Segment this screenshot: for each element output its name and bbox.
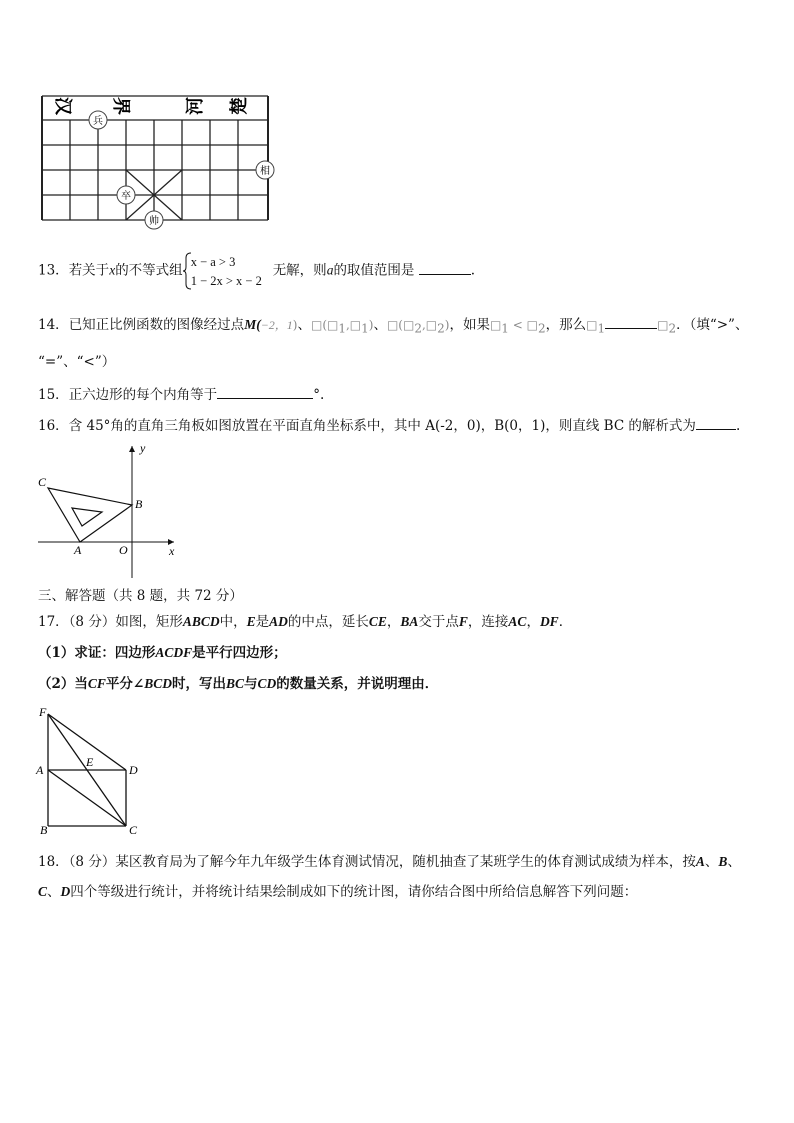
q17-rectangle-svg [34,704,146,838]
label-F: F [39,705,47,719]
piece-xiang [256,161,274,179]
q17-number: 17． [38,614,69,630]
inequality-2: 1 − 2x > x − 2 [190,274,262,288]
svg-text:相: 相 [260,166,270,177]
label-D: D [129,763,138,777]
question-18-line2: C、D四个等级进行统计，并将统计结果绘制成如下的统计图，请你结合图中所给信息解答下列问题： [38,884,638,900]
svg-text:兵: 兵 [93,116,103,127]
label-E: E [86,755,94,769]
chess-board-svg [36,90,276,230]
label-C: C [129,823,138,837]
question-16: 16．含 45°角的直角三角板如图放置在平面直角坐标系中，其中 A(-2，0)，B(0，1)，则直线 BC 的解析式为 . [38,415,740,436]
q16-figure [34,438,184,582]
river-label-chu: 楚 [229,97,249,115]
triangle-outer [48,488,132,542]
question-18: 18．（8 分）某区教育局为了解今年九年级学生体育测试情况，随机抽查了某班学生的体育测试成绩为样本，按A、B、 [38,854,741,870]
question-17-part2: （2）当CF平分∠BCD时，写出BC与CD的数量关系，并说明理由． [38,676,439,692]
q14-answer-blank[interactable] [605,314,657,329]
inequality-1: x − a > 3 [190,255,236,269]
svg-text:帅: 帅 [149,216,159,227]
river-label-jie: 界 [111,97,131,115]
label-A: A [36,763,44,777]
svg-text:卒: 卒 [121,191,131,202]
q13-answer-blank[interactable] [419,260,471,275]
q15-answer-blank[interactable] [217,384,313,399]
q16-number: 16． [38,418,69,434]
inequality-system [183,252,273,290]
piece-zu [117,186,135,204]
q16-coordinate-svg [34,438,184,582]
label-B: B [135,497,143,511]
q13-number: 13． [38,262,69,279]
question-17-part1: （1）求证：四边形ACDF是平行四边形； [38,645,287,661]
label-x: x [169,544,175,558]
section-3-header: 三、解答题（共 8 题，共 72 分） [38,588,243,604]
chess-board-figure [36,90,276,230]
piece-bing [89,111,107,129]
question-13: 13．若关于x的不等式组 x − a > 3 1 − 2x > x − 2 无解，则a的取值范围是 . [38,252,475,290]
q16-answer-blank[interactable] [696,415,736,430]
question-14: 14．已知正比例函数的图像经过点M(−2，1)、$□(□_1,□_1)$、$□(□_2,□_2)$，如果$□_1$ < $□_2$，那么$□_1$ $□_2$．（填“>”、 [38,314,748,339]
label-C: C [38,475,47,489]
river-label-he: 河 [185,97,205,115]
question-15: 15．正六边形的每个内角等于 °. [38,384,324,405]
question-14-line2: “=”、“<”） [38,354,116,370]
label-A: A [74,543,82,557]
triangle-inner [72,508,102,526]
q15-number: 15． [38,387,69,403]
q17-figure [34,704,146,838]
question-17: 17．（8 分）如图，矩形ABCD中，E是AD的中点，延长CE，BA交于点F，连接AC，DF． [38,614,573,630]
label-O: O [119,543,128,557]
q14-number: 14． [38,317,69,333]
piece-shuai [145,211,163,229]
q18-number: 18． [38,854,69,870]
river-label-han: 汉 [53,97,73,115]
label-y: y [140,441,146,455]
label-B: B [40,823,48,837]
